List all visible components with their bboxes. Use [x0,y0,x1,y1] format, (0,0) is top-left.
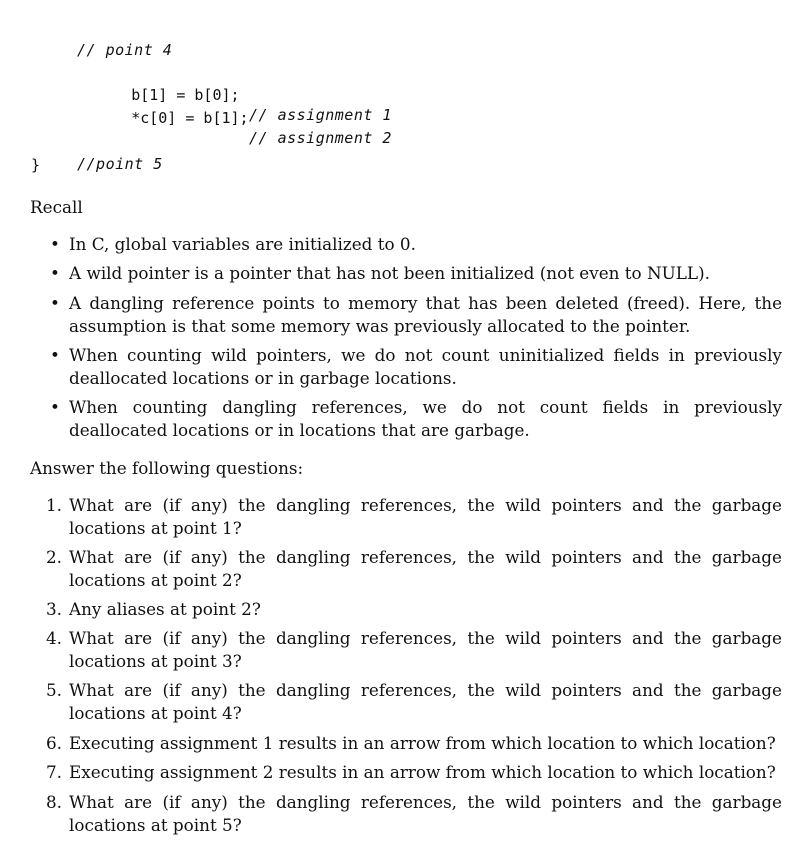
code-closing-brace: } [31,156,41,174]
code-comment-point-4: // point 4 [77,41,173,59]
question-number: 7. [45,762,62,782]
question-text: What are (if any) the dangling references, the wild pointers and the garbage locations at point 3? [69,628,782,671]
list-item-text: A wild pointer is a pointer that has not been initialized (not even to NULL). [69,263,710,283]
list-item-text: In C, global variables are initialized to 0. [69,234,416,254]
code-comment-point-5: //point 5 [77,155,163,173]
code-comment: // assignment 1 [249,106,392,124]
question-number: 1. [45,495,62,515]
list-item-text: When counting wild pointers, we do not count uninitialized fields in previously deallocated locations or in garbage locations. [69,345,782,388]
code-statement: b[1] = b[0]; [131,86,240,104]
question-text: Any aliases at point 2? [69,599,261,619]
question-number: 4. [45,628,62,648]
recall-heading: Recall [30,197,83,217]
question-number: 8. [45,792,62,812]
question-text: Executing assignment 2 results in an arrow from which location to which location? [69,762,776,782]
list-item-text: A dangling reference points to memory that has been deleted (freed). Here, the assumption is that some memory was previously allocated to the pointer. [69,293,782,336]
question-number: 5. [45,680,62,700]
question-text: What are (if any) the dangling references, the wild pointers and the garbage locations at point 5? [69,792,782,835]
bullet-icon: • [50,263,60,283]
question-text: What are (if any) the dangling references, the wild pointers and the garbage locations at point 2? [69,547,782,590]
question-number: 2. [45,547,62,567]
question-number: 3. [45,599,62,619]
code-comment: // assignment 2 [249,129,392,147]
question-text: What are (if any) the dangling references, the wild pointers and the garbage locations at point 4? [69,680,782,723]
bullet-icon: • [50,397,60,417]
bullet-icon: • [50,345,60,365]
question-number: 6. [45,733,62,753]
questions-heading: Answer the following questions: [30,458,304,478]
bullet-icon: • [50,293,60,313]
list-item-text: When counting dangling references, we do not count fields in previously deallocated locations or in locations that are garbage. [69,397,782,440]
code-statement: *c[0] = b[1]; [131,109,249,127]
bullet-icon: • [50,234,60,254]
question-text: Executing assignment 1 results in an arrow from which location to which location? [69,733,776,753]
question-text: What are (if any) the dangling references, the wild pointers and the garbage locations at point 1? [69,495,782,538]
